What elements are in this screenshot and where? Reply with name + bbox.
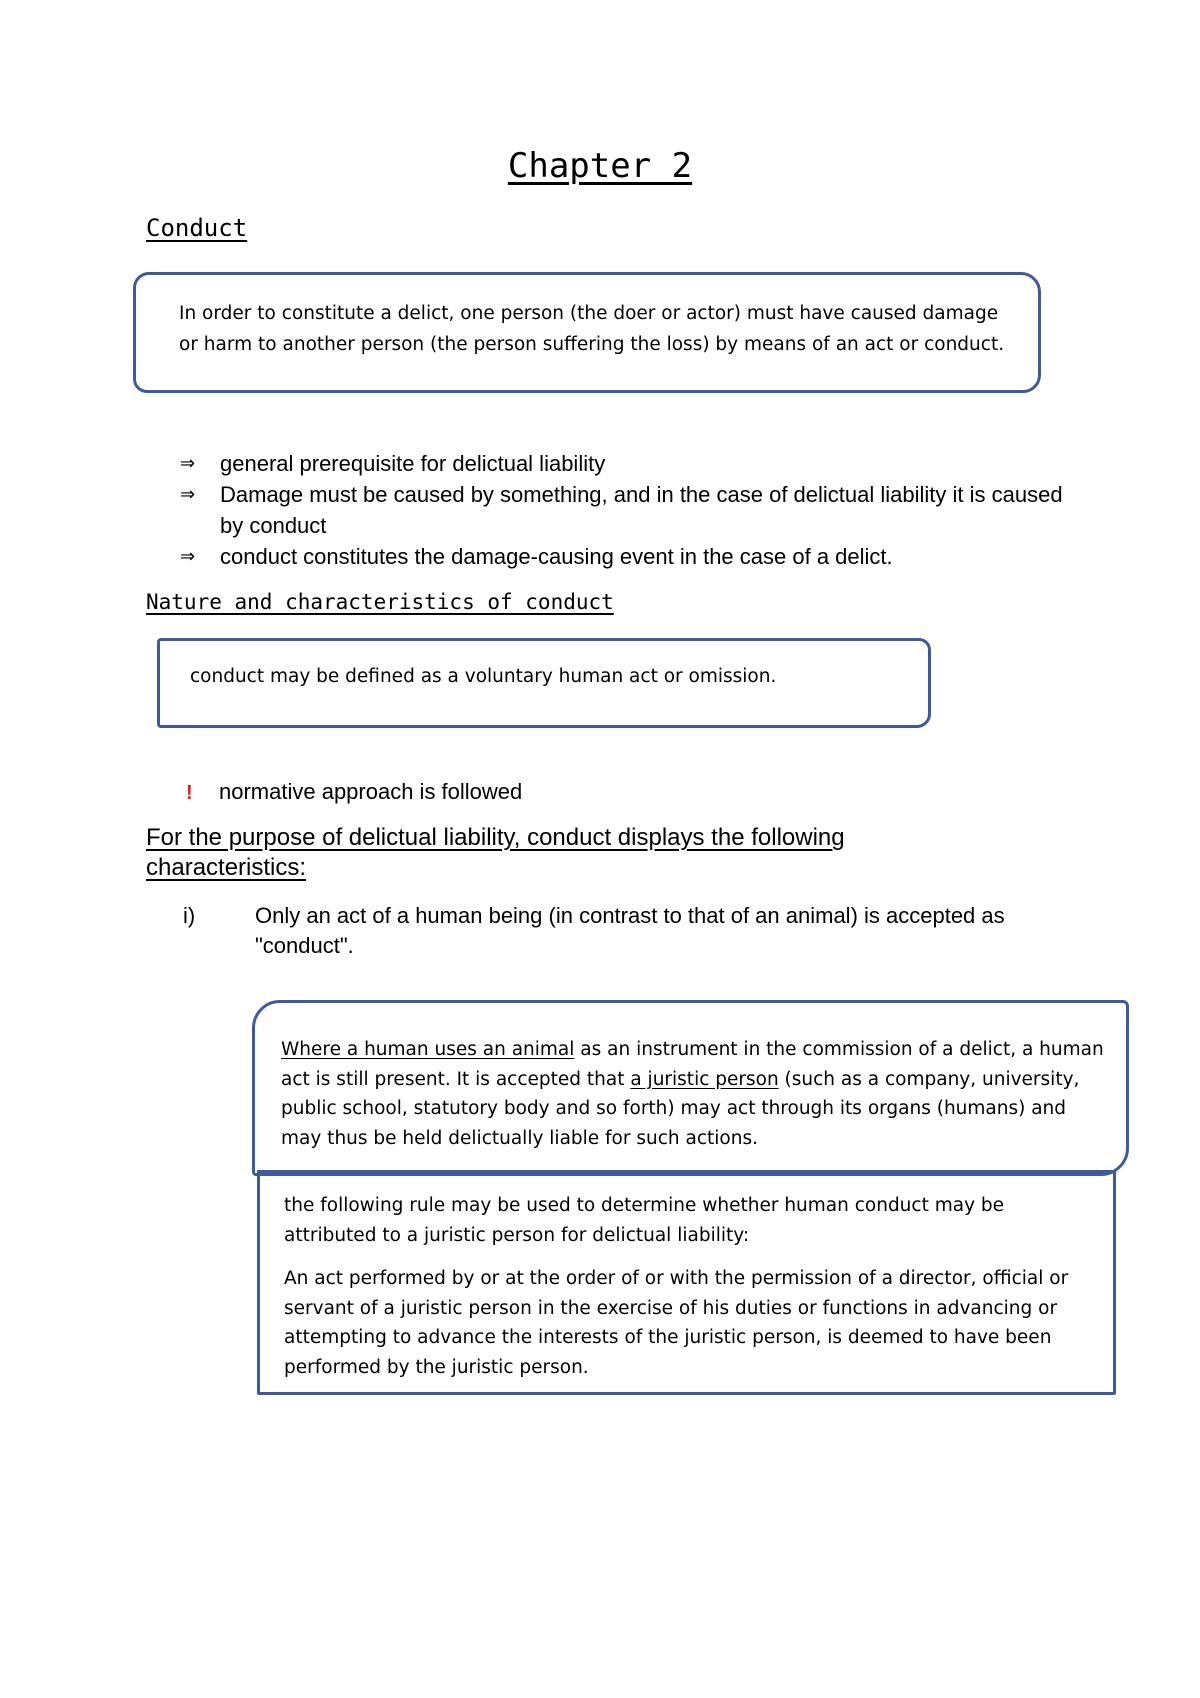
rule-text: An act performed by or at the order of or with the permission of a director, official or servant of a juristic person in the exercise of his duties or functions in advancing or attempting to advance the interests of the juristic person, is deemed to have been performed by the juristic person. xyxy=(284,1268,1069,1378)
bullet-text: general prerequisite for delictual liability xyxy=(220,451,606,476)
conduct-definition-text: conduct may be defined as a voluntary human act or omission. xyxy=(190,666,777,687)
arrow-icon: ⇒ xyxy=(180,546,196,566)
note-text: normative approach is followed xyxy=(219,779,523,804)
bullet-list xyxy=(180,448,1080,572)
section-heading-conduct: Conduct xyxy=(146,214,248,242)
item-number: i) xyxy=(183,903,196,928)
list-item xyxy=(180,448,1080,479)
list-item xyxy=(180,479,1080,541)
underlined-phrase: Where a human uses an animal xyxy=(281,1039,575,1060)
human-act-box xyxy=(252,1000,1129,1176)
purpose-heading: For the purpose of delictual liability, conduct displays the following characteristics: xyxy=(146,824,845,881)
rule-intro: the following rule may be used to determine whether human conduct may be attributed to a juristic person for delictual liability: xyxy=(284,1195,1005,1246)
item-text: Only an act of a human being (in contrast to that of an animal) is accepted as "conduct". xyxy=(255,903,1005,958)
arrow-icon: ⇒ xyxy=(180,453,196,473)
definition-box xyxy=(133,272,1041,393)
definition-text: In order to constitute a delict, one person (the doer or actor) must have caused damage or harm to another person (the person suffering the loss) by means of an act or conduct. xyxy=(179,303,1005,355)
chapter-title: Chapter 2 xyxy=(507,146,693,186)
underlined-phrase: a juristic person xyxy=(630,1068,779,1090)
exclamation-icon: ! xyxy=(186,782,193,804)
bullet-text: Damage must be caused by something, and in the case of delictual liability it is caused by conduct xyxy=(220,482,1063,538)
rule-box xyxy=(257,1170,1116,1395)
arrow-icon: ⇒ xyxy=(180,484,196,504)
text-segment: (such as a company, university, public school, statutory body and so forth) may act through its organs (humans) and may thus be held delictually liable for such actions. xyxy=(281,1068,1080,1149)
bullet-text: conduct constitutes the damage-causing event in the case of a delict. xyxy=(220,544,893,569)
text-segment: as an instrument in the commission of a delict, a human act is still present. It is accepted that xyxy=(281,1039,1104,1090)
list-item xyxy=(180,541,1080,572)
subsection-heading: Nature and characteristics of conduct xyxy=(146,590,614,614)
conduct-definition-box xyxy=(157,638,931,728)
human-act-text xyxy=(281,1035,1111,1153)
rule-content xyxy=(284,1191,1094,1382)
